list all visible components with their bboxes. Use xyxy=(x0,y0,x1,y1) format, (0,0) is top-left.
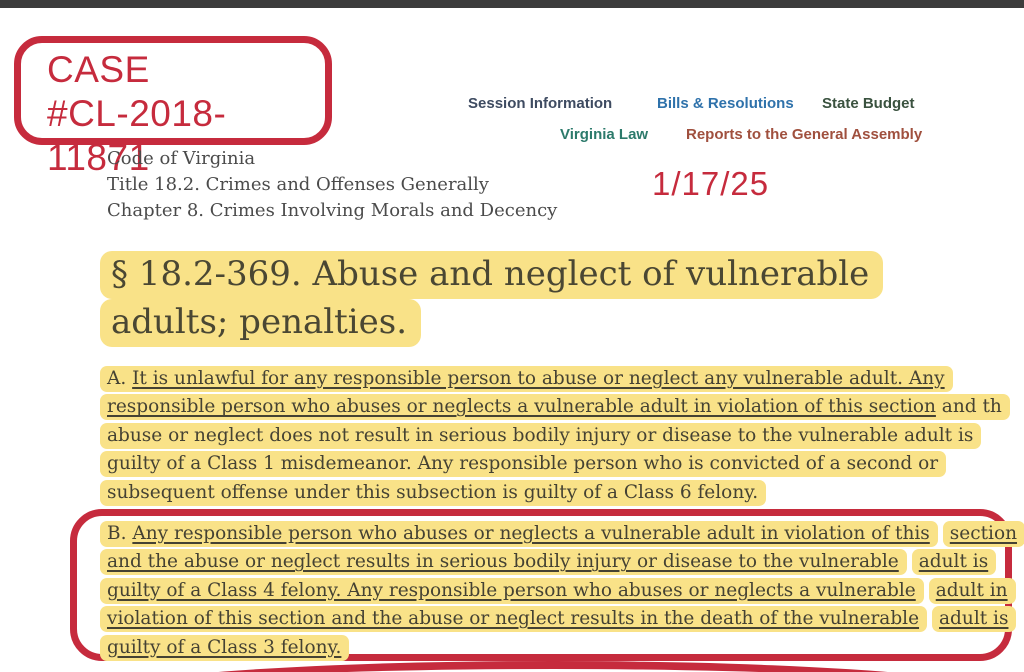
section-b-line-1-tail: section xyxy=(943,521,1024,547)
nav-link-virginia-law[interactable]: Virginia Law xyxy=(560,126,649,143)
section-b-paragraph xyxy=(100,521,1024,663)
section-a-line-5 xyxy=(100,480,1010,508)
nav-link-session-information[interactable]: Session Information xyxy=(468,95,613,112)
breadcrumb-title: Title 18.2. Crimes and Offenses Generally xyxy=(107,174,489,195)
nav-link-state-budget[interactable]: State Budget xyxy=(822,95,915,112)
section-a-line-1-prefix: A. xyxy=(107,368,133,389)
section-b-line-4 xyxy=(100,606,1024,634)
section-b-line-1 xyxy=(100,521,1024,549)
section-a-line-2-plain: and th xyxy=(935,396,1002,418)
section-b-line-2-underlined: and the abuse or neglect results in serious bodily injury or disease to the vulnerable xyxy=(100,549,907,575)
window-top-bar xyxy=(0,0,1024,8)
section-b-line-2 xyxy=(100,549,1024,577)
section-a-line-2 xyxy=(100,394,1010,422)
nav-link-bills-resolutions[interactable]: Bills & Resolutions xyxy=(657,95,794,112)
section-b-line-4-underlined: violation of this section and the abuse or neglect results in the death of the vulnerable xyxy=(100,606,927,632)
breadcrumb-chapter: Chapter 8. Crimes Involving Morals and Decency xyxy=(107,200,558,221)
section-b-line-5-underlined: guilty of a Class 3 felony. xyxy=(100,635,349,661)
section-a-line-1 xyxy=(100,366,1010,394)
section-a-line-4 xyxy=(100,451,1010,479)
section-a-line-4-text: guilty of a Class 1 misdemeanor. Any responsible person who is convicted of a second or xyxy=(100,451,946,477)
section-b-line-5 xyxy=(100,635,1024,663)
section-a-line-5-text: subsequent offense under this subsection is guilty of a Class 6 felony. xyxy=(100,480,766,506)
section-b-line-2-tail: adult is xyxy=(912,549,996,575)
section-a-line-3-text: abuse or neglect does not result in serious bodily injury or disease to the vulnerable adult is xyxy=(100,423,981,449)
case-number: #CL-2018-11871 xyxy=(47,93,227,178)
nav-link-reports-general-assembly[interactable]: Reports to the General Assembly xyxy=(686,126,923,143)
section-a-line-2-underlined: responsible person who abuses or neglects a vulnerable adult in violation of this section xyxy=(107,396,936,418)
section-a-paragraph xyxy=(100,366,1010,508)
section-b-line-4-tail: adult is xyxy=(932,606,1016,632)
case-label: CASE xyxy=(47,49,150,90)
section-b-line-1-prefix: B. xyxy=(107,523,133,544)
statute-heading-line-2: adults; penalties. xyxy=(100,299,421,347)
statute-heading xyxy=(100,251,883,347)
breadcrumb-code: Code of Virginia xyxy=(107,148,256,169)
section-b-line-1-underlined: Any responsible person who abuses or neglects a vulnerable adult in violation of this xyxy=(132,523,930,544)
date-annotation: 1/17/25 xyxy=(652,165,770,202)
section-b-line-3 xyxy=(100,578,1024,606)
section-a-line-3 xyxy=(100,423,1010,451)
section-a-line-1-underlined: It is unlawful for any responsible person to abuse or neglect any vulnerable adult. Any xyxy=(132,368,945,389)
section-b-line-3-underlined: guilty of a Class 4 felony. Any responsible person who abuses or neglects a vulnerable xyxy=(100,578,924,604)
breadcrumb xyxy=(107,146,557,224)
section-b-line-3-tail: adult in xyxy=(929,578,1016,604)
statute-heading-line-1: § 18.2-369. Abuse and neglect of vulnerable xyxy=(100,251,883,299)
